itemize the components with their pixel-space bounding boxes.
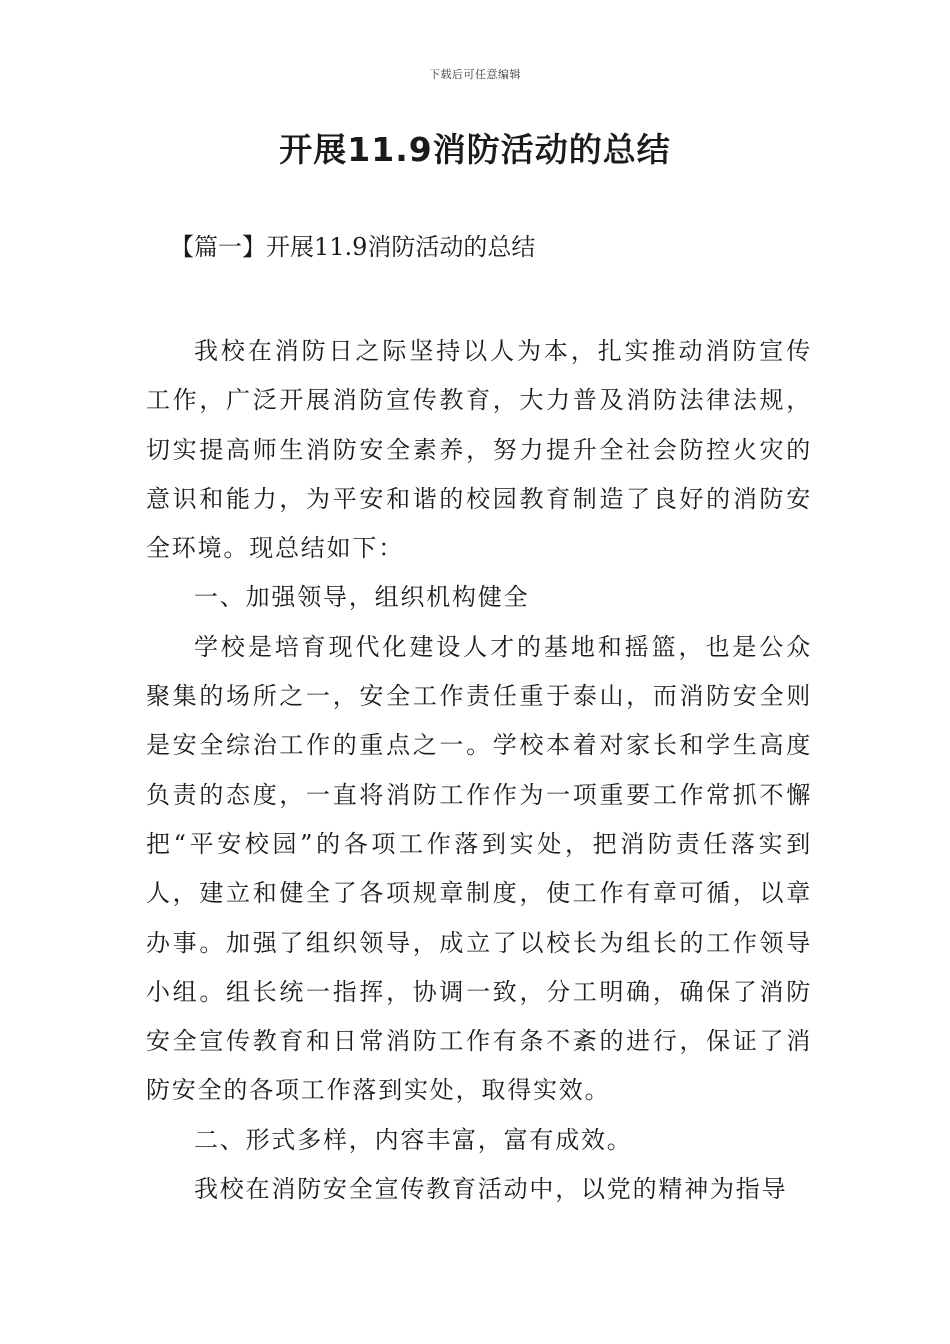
paragraph-heading-1: 一、加强领导，组织机构健全	[194, 583, 530, 612]
document-title: 开展11.9消防活动的总结	[279, 130, 671, 169]
document-body	[146, 327, 812, 1214]
section-heading: 【篇一】开展11.9消防活动的总结	[170, 233, 536, 261]
paragraph-leadership: 学校是培育现代化建设人才的基地和摇篮，也是公众聚集的场所之一，安全工作责任重于泰山，而消防安全则是安全综治工作的重点之一。学校本着对家长和学生高度负责的态度，一直将消防工作作为一项重要工作常抓不懈把“平安校园”的各项工作落到实处，把消防责任落实到人，建立和健全了各项规章制度，使工作有章可循，以章办事。加强了组织领导，成立了以校长为组长的工作领导小组。组长统一指挥，协调一致，分工明确，确保了消防安全宣传教育和日常消防工作有条不紊的进行，保证了消防安全的各项工作落到实处，取得实效。	[146, 632, 812, 1105]
paragraph-activities: 我校在消防安全宣传教育活动中，以党的精神为指导	[194, 1175, 788, 1204]
header-note: 下载后可任意编辑	[429, 68, 521, 81]
paragraph-heading-2: 二、形式多样，内容丰富，富有成效。	[194, 1125, 633, 1154]
paragraph-intro: 我校在消防日之际坚持以人为本，扎实推动消防宣传工作，广泛开展消防宣传教育，大力普及消防法律法规，切实提高师生消防安全素养，努力提升全社会防控火灾的意识和能力，为平安和谐的校园教育制造了良好的消防安全环境。现总结如下：	[146, 337, 812, 563]
